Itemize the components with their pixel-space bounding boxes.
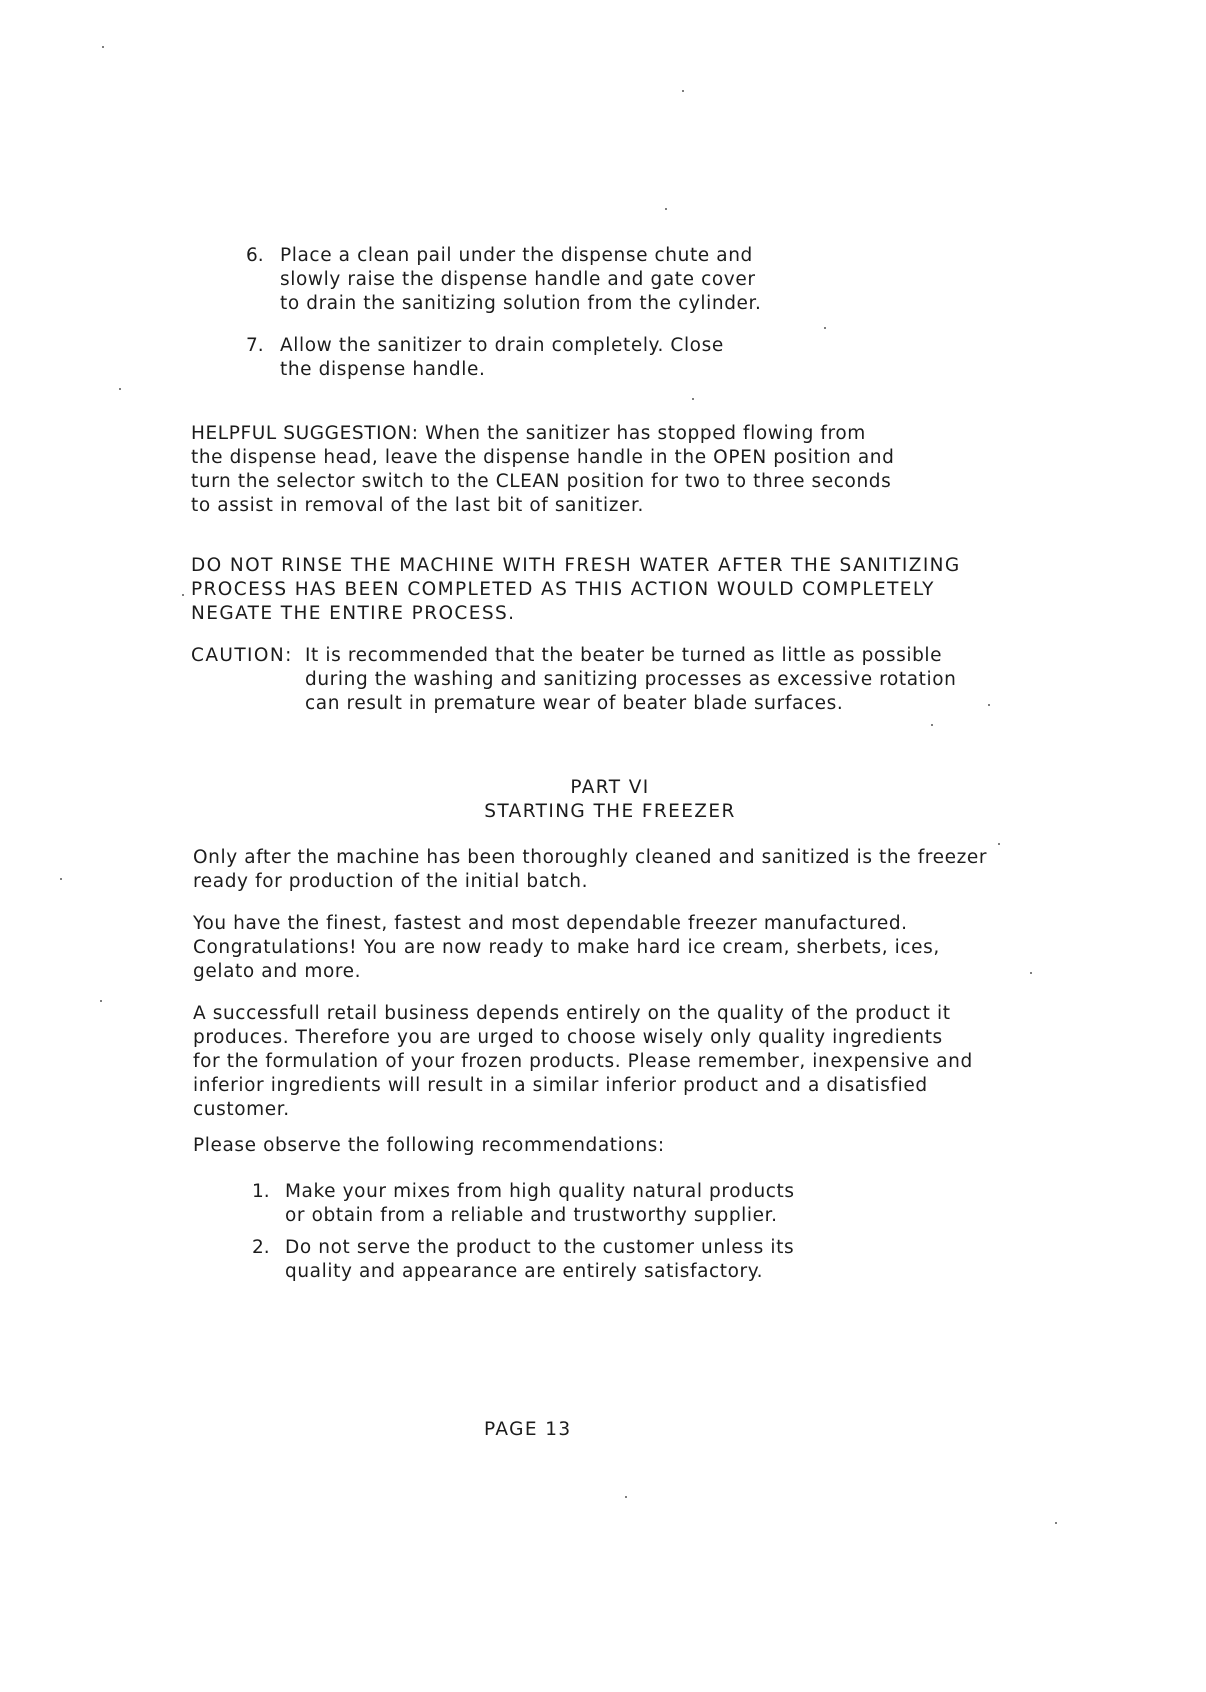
recommendation-item [285,1180,795,1228]
paragraph [193,846,987,894]
recommendation-line: Do not serve the product to the customer unless its [285,1237,795,1258]
scan-speck [682,90,684,92]
paragraph-line: Please observe the following recommendations: [193,1135,665,1156]
scan-speck [1030,972,1032,974]
recommendation-line: or obtain from a reliable and trustworthy supplier. [285,1205,778,1226]
paragraph-line: A successfull retail business depends entirely on the quality of the product it [193,1003,951,1024]
helpful-suggestion [191,422,894,518]
paragraph-line: PROCESS HAS BEEN COMPLETED AS THIS ACTION WOULD COMPLETELY [191,579,935,600]
page-number: PAGE 13 [484,1419,572,1440]
paragraph-line: NEGATE THE ENTIRE PROCESS. [191,603,516,624]
paragraph-line: produces. Therefore you are urged to choose wisely only quality ingredients [193,1027,943,1048]
paragraph-line: during the washing and sanitizing processes as excessive rotation [305,669,957,690]
paragraph-line: ready for production of the initial batch. [193,871,589,892]
scan-speck [931,724,933,726]
paragraph-line: You have the finest, fastest and most dependable freezer manufactured. [193,913,908,934]
section-heading [300,776,920,824]
warning-text [191,554,961,626]
scan-speck [1055,1522,1057,1524]
step-number: 6. [246,245,264,266]
scan-speck [100,1000,102,1002]
step-line: Allow the sanitizer to drain completely. Close [280,335,724,356]
paragraph [193,912,940,984]
paragraph-line: turn the selector switch to the CLEAN position for two to three seconds [191,471,892,492]
paragraph-line: It is recommended that the beater be turned as little as possible [305,645,943,666]
paragraph-line: to assist in removal of the last bit of sanitizer. [191,495,644,516]
paragraph [193,1002,973,1122]
scan-speck [692,398,694,400]
paragraph-line: for the formulation of your frozen products. Please remember, inexpensive and [193,1051,973,1072]
scan-speck [998,843,1000,845]
caution-label: CAUTION: [191,645,293,666]
step-line: slowly raise the dispense handle and gate cover [280,269,756,290]
step-item [280,334,724,382]
scan-speck [60,878,62,880]
part-title: STARTING THE FREEZER [484,801,736,822]
scan-speck [824,327,826,329]
recommendation-number: 1. [252,1181,270,1202]
step-number: 7. [246,335,264,356]
paragraph-line: can result in premature wear of beater blade surfaces. [305,693,844,714]
recommendation-line: Make your mixes from high quality natural products [285,1181,795,1202]
scan-speck [988,704,990,706]
paragraph-line: the dispense head, leave the dispense handle in the OPEN position and [191,447,895,468]
step-line: to drain the sanitizing solution from the cylinder. [280,293,762,314]
scan-speck [665,208,667,210]
scan-speck [625,1496,627,1498]
step-item [280,244,762,316]
recommendation-number: 2. [252,1237,270,1258]
paragraph [193,1134,665,1158]
paragraph-line: HELPFUL SUGGESTION: When the sanitizer has stopped flowing from [191,423,866,444]
scan-speck [182,594,184,596]
recommendation-item [285,1236,794,1284]
paragraph-line: Only after the machine has been thoroughly cleaned and sanitized is the freezer [193,847,988,868]
paragraph-line: customer. [193,1099,290,1120]
paragraph-line: gelato and more. [193,961,362,982]
step-line: Place a clean pail under the dispense chute and [280,245,753,266]
paragraph-line: inferior ingredients will result in a similar inferior product and a disatisfied [193,1075,928,1096]
paragraph-line: DO NOT RINSE THE MACHINE WITH FRESH WATER AFTER THE SANITIZING [191,555,961,576]
paragraph-line: Congratulations! You are now ready to make hard ice cream, sherbets, ices, [193,937,940,958]
scan-speck [119,388,121,390]
caution-text [305,644,957,716]
part-number: PART VI [570,777,650,798]
recommendation-line: quality and appearance are entirely satisfactory. [285,1261,764,1282]
scan-speck [102,46,104,48]
step-line: the dispense handle. [280,359,486,380]
